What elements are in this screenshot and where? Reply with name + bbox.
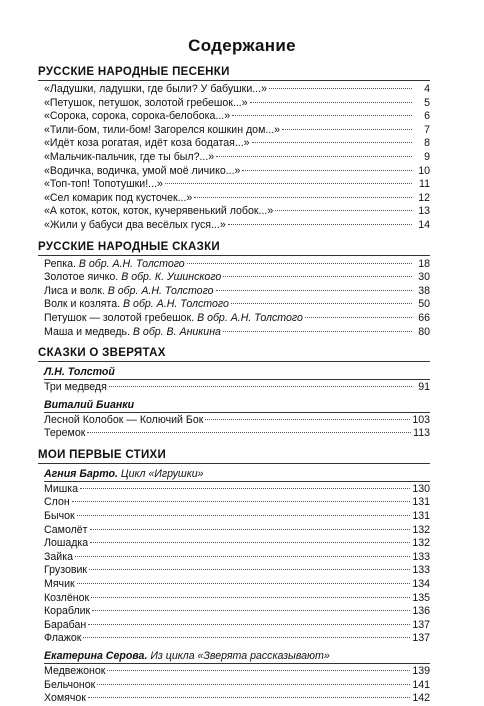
page-title: Содержание [188, 36, 296, 55]
page-number: 137 [412, 632, 430, 645]
cycle-name: Из цикла «Зверята рассказывают» [147, 650, 330, 662]
dot-leader [109, 386, 412, 387]
dot-leader [232, 115, 412, 116]
author-heading [38, 365, 430, 379]
author-name: Агния Барто. [44, 467, 118, 480]
page-number: 50 [418, 298, 430, 311]
section-rule [38, 463, 430, 464]
page-number: 142 [412, 692, 430, 705]
section-rule [38, 255, 430, 256]
entry-title: Маша и медведь. В обр. В. Аникина [44, 325, 221, 338]
author-heading [38, 649, 430, 663]
entry-title: Медвежонок [44, 665, 106, 677]
toc-entry [38, 665, 430, 679]
section-gap [38, 233, 430, 239]
entry-note: В обр. А.Н. Толстого [78, 257, 185, 270]
entry-title: «А коток, коток, коток, кучерявенький лобок...» [44, 205, 274, 218]
dot-leader [92, 610, 410, 611]
entry-title: «Жили у бабуси два весёлых гуся...» [44, 218, 226, 231]
dot-leader [87, 432, 411, 433]
dot-leader [75, 556, 410, 557]
author-heading [38, 467, 430, 481]
dot-leader [77, 515, 411, 516]
section-rule [38, 361, 430, 362]
toc-entry [38, 537, 430, 551]
dot-leader [223, 276, 412, 277]
entry-title: Волк и козлята. В обр. А.Н. Толстого [44, 298, 229, 311]
entry-title: «Сорока, сорока, сорока-белобока...» [44, 110, 231, 123]
entry-title: «Водичка, водичка, умой моё личико...» [44, 164, 241, 177]
entry-title: Лесной Колобок — Колючий Бок [44, 413, 204, 426]
section-heading: РУССКИЕ НАРОДНЫЕ СКАЗКИ [38, 240, 220, 253]
entry-title: «Петушок, петушок, золотой гребешок...» [44, 96, 248, 109]
dot-leader [88, 697, 410, 698]
section-gap [38, 441, 430, 447]
toc-entry [38, 258, 430, 272]
dot-leader [97, 684, 410, 685]
dot-leader [80, 488, 410, 489]
toc-entry [38, 219, 430, 233]
dot-leader [252, 142, 412, 143]
table-of-contents [38, 64, 430, 706]
page-number: 133 [412, 564, 430, 577]
dot-leader [89, 569, 410, 570]
entry-title: Петушок — золотой гребешок. В обр. А.Н. Толстого [44, 311, 303, 324]
page-number: 4 [424, 83, 430, 95]
entry-title: Козлёнок [44, 591, 90, 604]
dot-leader [90, 529, 411, 530]
toc-entry [38, 178, 430, 192]
page-number: 113 [413, 427, 430, 440]
toc-entry [38, 605, 430, 619]
dot-leader [90, 542, 410, 543]
dot-leader [165, 183, 412, 184]
entry-title: Слон [44, 496, 70, 509]
section-heading: РУССКИЕ НАРОДНЫЕ ПЕСЕНКИ [38, 66, 230, 78]
page-number: 134 [412, 578, 430, 591]
page-number: 66 [418, 311, 430, 324]
page-number: 18 [418, 257, 430, 270]
toc-entry [38, 592, 430, 606]
entry-title: Кораблик [44, 605, 91, 618]
toc-entry [38, 312, 430, 326]
section-heading: СКАЗКИ О ЗВЕРЯТАХ [38, 347, 166, 360]
dot-leader [223, 331, 412, 332]
dot-leader [275, 210, 412, 211]
entry-title: Мишка [44, 482, 79, 495]
toc-entry [38, 110, 430, 124]
toc-entry [38, 192, 430, 206]
toc-entry [38, 524, 430, 538]
toc-entry [38, 692, 430, 706]
entry-title: Бельчонок [44, 678, 96, 691]
toc-entry [38, 679, 430, 693]
entry-note: В обр. А.Н. Толстого [123, 298, 229, 311]
page-number: 133 [412, 550, 430, 563]
dot-leader [205, 419, 410, 420]
toc-entry [38, 381, 430, 395]
toc-entry [38, 205, 430, 219]
entry-title: Три медведя [44, 381, 107, 394]
page-number: 132 [412, 537, 430, 550]
dot-leader [216, 290, 412, 291]
author-name: Екатерина Серова. [44, 650, 148, 662]
dot-leader [77, 583, 411, 584]
page-number: 5 [424, 96, 430, 109]
dot-leader [88, 624, 410, 625]
toc-entry [38, 124, 430, 138]
entry-title: «Мальчик-пальчик, где ты был?...» [44, 150, 215, 163]
entry-title: Мячик [44, 578, 75, 591]
entry-note: В обр. А.Н. Толстого [197, 311, 303, 324]
entry-title: Зайка [44, 550, 73, 563]
entry-title: Хомячок [44, 692, 86, 705]
page-number: 14 [418, 218, 430, 231]
entry-note: В обр. К. Ушинского [121, 271, 222, 284]
entry-title: Флажок [44, 632, 82, 645]
page-number: 80 [418, 325, 430, 338]
section-gap [38, 339, 430, 345]
entry-title: Лиса и волк. В обр. А.Н. Толстого [44, 284, 214, 297]
toc-entry [38, 427, 430, 441]
entry-title: Репка. В обр. А.Н. Толстого [44, 257, 185, 270]
page-number: 8 [424, 137, 430, 150]
page-number: 12 [418, 191, 430, 204]
page-number: 7 [424, 123, 430, 136]
entry-title: «Сел комарик под кусточек...» [44, 191, 193, 204]
section-rule [38, 80, 430, 81]
page-number: 13 [418, 205, 430, 218]
dot-leader [187, 263, 412, 264]
toc-entry [38, 414, 430, 428]
author-rule [44, 379, 430, 380]
page-number: 136 [412, 605, 430, 618]
page-number: 131 [412, 510, 430, 523]
dot-leader [83, 637, 410, 638]
toc-entry [38, 510, 430, 524]
entry-title: «Идёт коза рогатая, идёт коза бодатая...» [44, 137, 250, 150]
entry-title: Бычок [44, 510, 75, 523]
page-number: 30 [418, 271, 430, 284]
toc-entry [38, 564, 430, 578]
page-number: 9 [424, 150, 430, 163]
entry-title: Барабан [44, 618, 87, 631]
toc-entry [38, 165, 430, 179]
page-number: 141 [412, 678, 430, 691]
page-number: 137 [412, 618, 430, 631]
toc-entry [38, 137, 430, 151]
entry-title: Золотое яичко. В обр. К. Ушинского [44, 271, 222, 284]
page-number: 6 [424, 110, 430, 123]
dot-leader [228, 224, 412, 225]
entry-title: «Топ-топ! Топотушки!...» [44, 178, 163, 191]
toc-entry [38, 632, 430, 646]
author-rule [44, 412, 430, 413]
entry-title: Грузовик [44, 564, 88, 577]
toc-entry [38, 578, 430, 592]
dot-leader [250, 102, 412, 103]
dot-leader [107, 670, 410, 671]
toc-entry [38, 151, 430, 165]
page-number: 131 [412, 496, 430, 509]
dot-leader [194, 197, 412, 198]
page-number: 103 [412, 413, 430, 426]
toc-entry [38, 551, 430, 565]
dot-leader [231, 303, 412, 304]
page-number: 38 [418, 284, 430, 297]
author-name: Виталий Бианки [44, 398, 135, 411]
section-heading: МОИ ПЕРВЫЕ СТИХИ [38, 448, 167, 461]
author-rule [44, 663, 430, 664]
toc-entry [38, 97, 430, 111]
dot-leader [91, 597, 410, 598]
toc-entry [38, 83, 430, 97]
dot-leader [242, 170, 412, 171]
page-number: 135 [412, 591, 430, 604]
entry-title: «Ладушки, ладушки, где были? У бабушки...» [44, 83, 267, 95]
author-rule [44, 481, 430, 482]
page-number: 11 [419, 178, 430, 191]
entry-note: В обр. А.Н. Толстого [107, 284, 214, 297]
dot-leader [72, 501, 411, 502]
page-number: 132 [412, 523, 430, 536]
author-heading [38, 398, 430, 412]
page-number: 10 [418, 164, 430, 177]
page-number: 130 [412, 482, 430, 495]
toc-entry [38, 483, 430, 497]
author-name: Л.Н. Толстой [44, 366, 115, 379]
toc-entry [38, 285, 430, 299]
page-number: 139 [412, 665, 430, 677]
toc-entry [38, 619, 430, 633]
toc-entry [38, 496, 430, 510]
entry-title: «Тили-бом, тили-бом! Загорелся кошкин дом...» [44, 123, 281, 136]
dot-leader [269, 88, 412, 89]
page-number: 91 [418, 381, 430, 394]
entry-note: В обр. В. Аникина [132, 325, 221, 338]
dot-leader [305, 317, 412, 318]
dot-leader [216, 156, 412, 157]
toc-entry [38, 326, 430, 340]
entry-title: Теремок [44, 427, 86, 440]
toc-entry [38, 298, 430, 312]
cycle-name: Цикл «Игрушки» [117, 467, 204, 480]
entry-title: Лошадка [44, 537, 89, 550]
dot-leader [282, 129, 412, 130]
toc-entry [38, 271, 430, 285]
entry-title: Самолёт [44, 523, 88, 536]
